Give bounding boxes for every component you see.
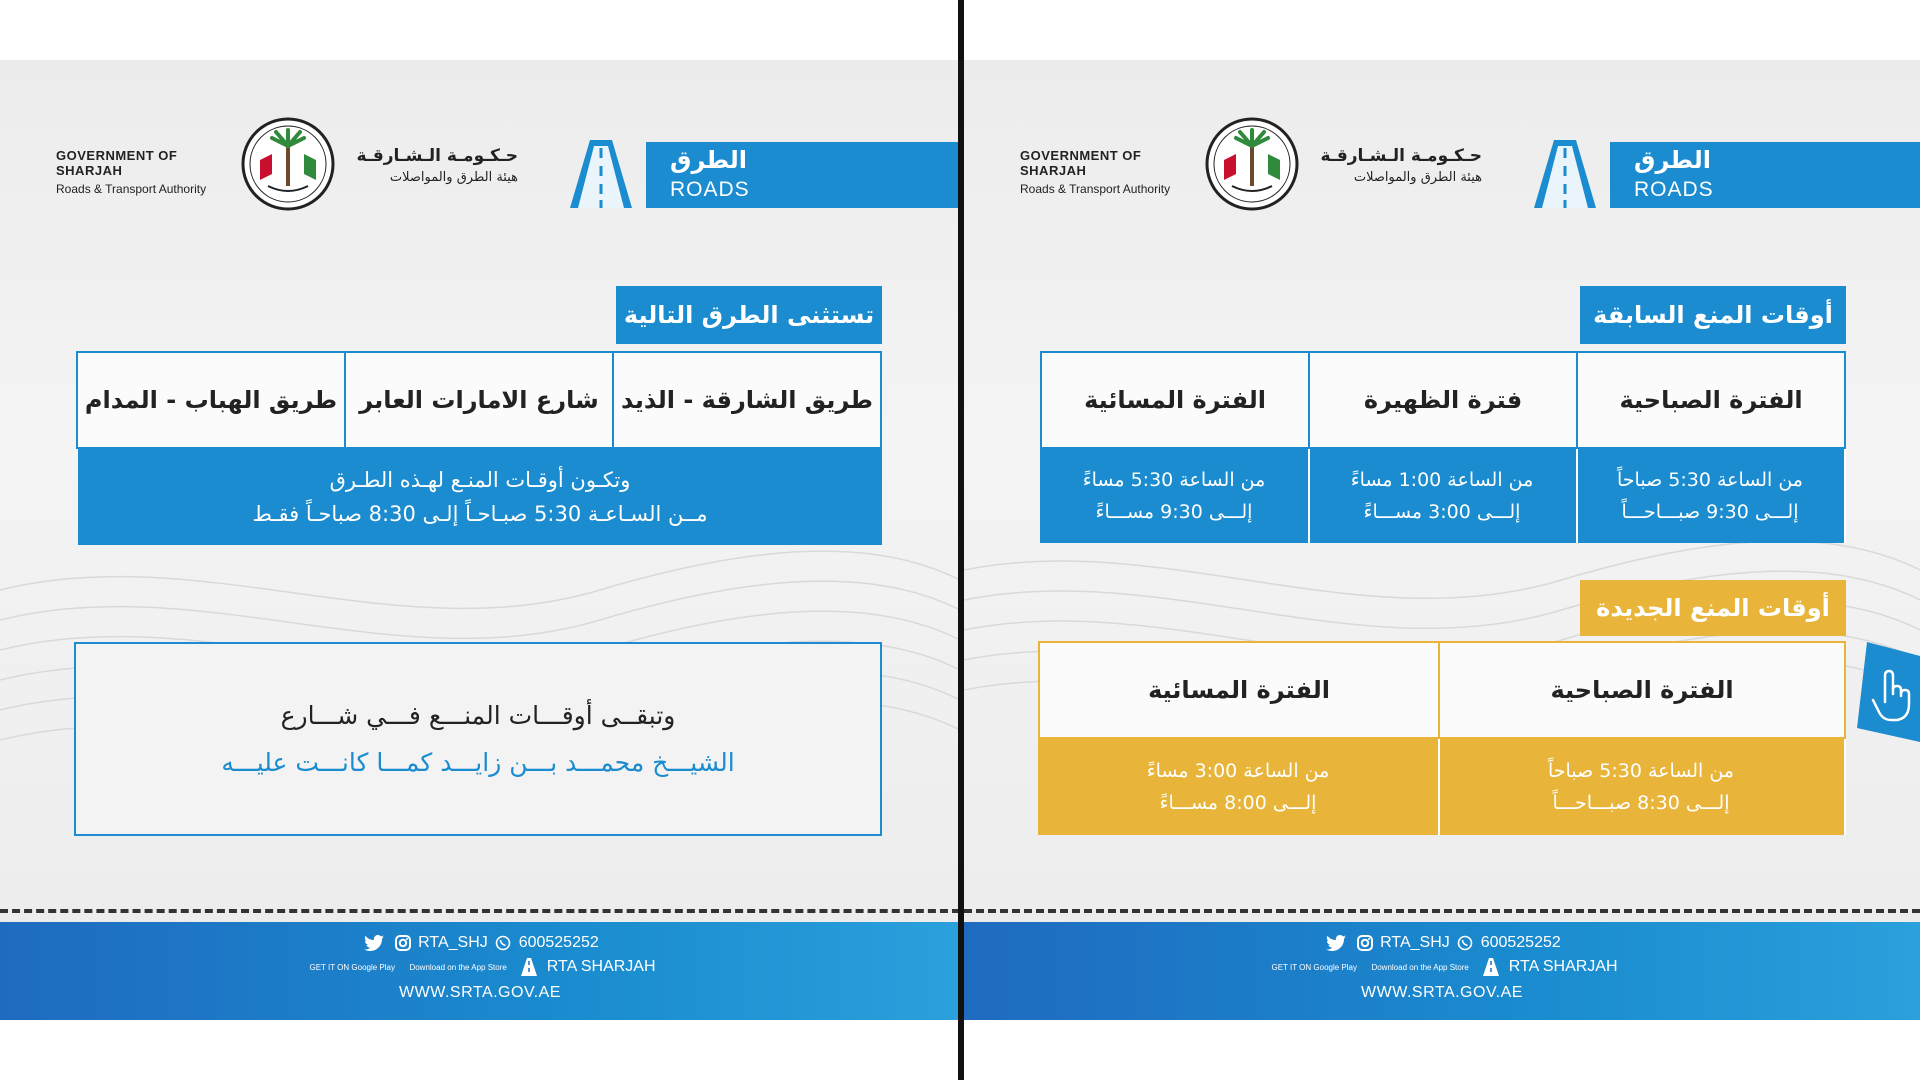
gov-ar-subtitle: هيئة الطرق والمواصلات	[1353, 170, 1482, 185]
gov-ar-title: حـكـومـة الـشـارقـة	[1320, 146, 1482, 166]
rta-logo-icon	[519, 958, 539, 976]
footer-apps-row	[964, 958, 1920, 976]
social-handle[interactable]: RTA_SHJ	[418, 934, 488, 951]
whatsapp-icon[interactable]	[495, 935, 511, 951]
ban-time-line-1: وتكـون أوقـات المنـع لهـذه الطـرق	[329, 468, 631, 492]
mbz-road-note	[74, 642, 882, 836]
old-period-evening-header: الفترة المسائية	[1040, 351, 1310, 449]
time-to: إلـــى 9:30 مســـاءً	[1095, 501, 1253, 523]
footer	[0, 922, 960, 1020]
left-panel	[0, 60, 960, 1020]
roads-label-en: ROADS	[670, 178, 750, 201]
old-period-evening-time	[1040, 449, 1310, 543]
new-period-morning-header: الفترة الصباحية	[1438, 641, 1846, 739]
new-period-evening-header: الفترة المسائية	[1038, 641, 1440, 739]
new-period-morning-time	[1438, 739, 1846, 835]
old-period-morning-header: الفترة الصباحية	[1576, 351, 1846, 449]
old-period-noon-header: فترة الظهيرة	[1308, 351, 1578, 449]
phone-number[interactable]: 600525252	[1480, 934, 1561, 951]
footer-contact-row	[964, 934, 1920, 952]
phone-number[interactable]: 600525252	[518, 934, 599, 951]
roads-banner	[1610, 142, 1920, 208]
roads-label-ar: الطرق	[670, 146, 748, 174]
excluded-roads-tag: تستثنى الطرق التالية	[616, 286, 882, 344]
roads-label-en: ROADS	[1634, 178, 1714, 201]
website-link[interactable]: WWW.SRTA.GOV.AE	[399, 984, 561, 1001]
government-name-en	[56, 148, 236, 196]
time-to: إلـــى 9:30 صبـــاحـــاً	[1621, 501, 1799, 523]
right-panel	[964, 60, 1920, 1020]
sharjah-emblem-icon	[1204, 116, 1300, 212]
gov-en-subtitle: Roads & Transport Authority	[1020, 182, 1171, 196]
gov-ar-subtitle: هيئة الطرق والمواصلات	[389, 170, 518, 185]
road-cell-1: طريق الشارقة - الذيد	[612, 351, 882, 449]
government-name-ar	[346, 146, 518, 185]
rta-brand: RTA SHARJAH	[1508, 958, 1618, 976]
time-from: من الساعة 1:00 مساءً	[1350, 469, 1534, 491]
time-from: من الساعة 3:00 مساءً	[1146, 760, 1330, 782]
old-period-morning-time	[1576, 449, 1846, 543]
note-line-2: الشيـــخ محمـــد بـــن زايـــد كمـــا كانـــت عليـــه	[221, 748, 735, 777]
app-store-badge[interactable]: Download on the App Store	[1371, 962, 1469, 972]
hand-pointer-icon	[1857, 642, 1920, 742]
time-to: إلـــى 8:30 صبـــاحـــاً	[1552, 792, 1730, 814]
new-period-evening-time	[1038, 739, 1440, 835]
road-cell-3: طريق الهباب - المدام	[76, 351, 346, 449]
rta-logo-icon	[1481, 958, 1501, 976]
ban-time-line-2: مــن السـاعـة 5:30 صبـاحـاً إلـى 8:30 صباحـاً فقـط	[252, 502, 708, 526]
new-ban-times-tag: أوقات المنع الجديدة	[1580, 580, 1846, 636]
twitter-icon[interactable]	[364, 935, 384, 951]
instagram-icon[interactable]	[395, 935, 411, 951]
excluded-roads-ban-time	[78, 449, 882, 545]
road-cell-2: شارع الامارات العابر	[344, 351, 614, 449]
twitter-icon[interactable]	[1326, 935, 1346, 951]
roads-label-ar: الطرق	[1634, 146, 1712, 174]
time-from: من الساعة 5:30 مساءً	[1082, 469, 1266, 491]
rta-brand: RTA SHARJAH	[546, 958, 656, 976]
gov-en-subtitle: Roads & Transport Authority	[56, 182, 207, 196]
previous-ban-times-tag: أوقات المنع السابقة	[1580, 286, 1846, 344]
google-play-badge[interactable]: GET IT ON Google Play	[1271, 962, 1357, 972]
note-line-1: وتبقــى أوقـــات المنـــع فـــي شـــارع	[280, 701, 676, 730]
instagram-icon[interactable]	[1357, 935, 1373, 951]
app-store-badge[interactable]: Download on the App Store	[409, 962, 507, 972]
footer-contact-row	[0, 934, 960, 952]
roads-logo-icon	[1528, 140, 1602, 208]
footer-apps-row	[0, 958, 960, 976]
government-name-ar	[1310, 146, 1482, 185]
google-play-badge[interactable]: GET IT ON Google Play	[309, 962, 395, 972]
gov-en-title: GOVERNMENT OF SHARJAH	[1020, 148, 1142, 178]
old-period-noon-time	[1308, 449, 1578, 543]
footer	[964, 922, 1920, 1020]
roads-banner	[646, 142, 960, 208]
dashed-divider	[964, 909, 1920, 913]
whatsapp-icon[interactable]	[1457, 935, 1473, 951]
social-handle[interactable]: RTA_SHJ	[1380, 934, 1450, 951]
gov-en-title: GOVERNMENT OF SHARJAH	[56, 148, 178, 178]
time-from: من الساعة 5:30 صباحاً	[1617, 469, 1803, 491]
time-from: من الساعة 5:30 صباحاً	[1548, 760, 1734, 782]
government-name-en	[1020, 148, 1200, 196]
website-link[interactable]: WWW.SRTA.GOV.AE	[1361, 984, 1523, 1001]
roads-logo-icon	[564, 140, 638, 208]
gov-ar-title: حـكـومـة الـشـارقـة	[356, 146, 518, 166]
time-to: إلـــى 8:00 مســـاءً	[1159, 792, 1317, 814]
sharjah-emblem-icon	[240, 116, 336, 212]
time-to: إلـــى 3:00 مســـاءً	[1363, 501, 1521, 523]
dashed-divider	[0, 909, 960, 913]
